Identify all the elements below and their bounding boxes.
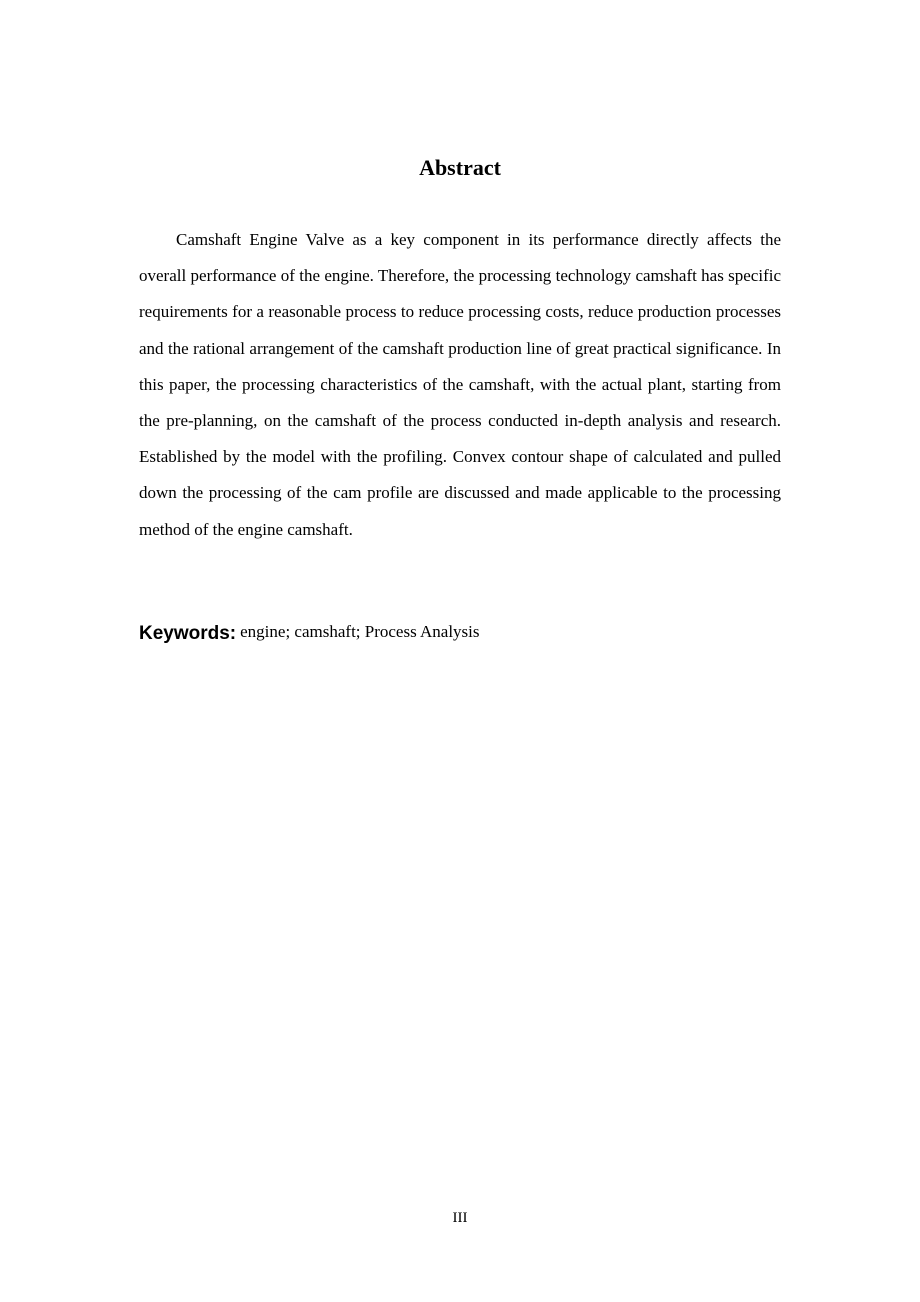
keywords-label: Keywords: bbox=[139, 623, 237, 644]
page-number: III bbox=[452, 1210, 468, 1226]
abstract-title: Abstract bbox=[419, 155, 501, 180]
keywords-line bbox=[139, 616, 781, 651]
abstract-body: Camshaft Engine Valve as a key component in its performance directly affects the overall performance of the engine. Therefore, the processing technology camshaft has specific requirements for a reasonable process to reduce processing costs, reduce production processes and the rational arrangement of the camshaft production line of great practical significance. In this paper, the processing characteristics of the camshaft, with the actual plant, starting from the pre-planning, on the camshaft of the process conducted in-depth analysis and research. Established by the model with the profiling. Convex contour shape of calculated and pulled down the processing of the cam profile are discussed and made applicable to the processing method of the engine camshaft. bbox=[139, 230, 781, 539]
keywords-text: engine; camshaft; Process Analysis bbox=[240, 622, 480, 641]
